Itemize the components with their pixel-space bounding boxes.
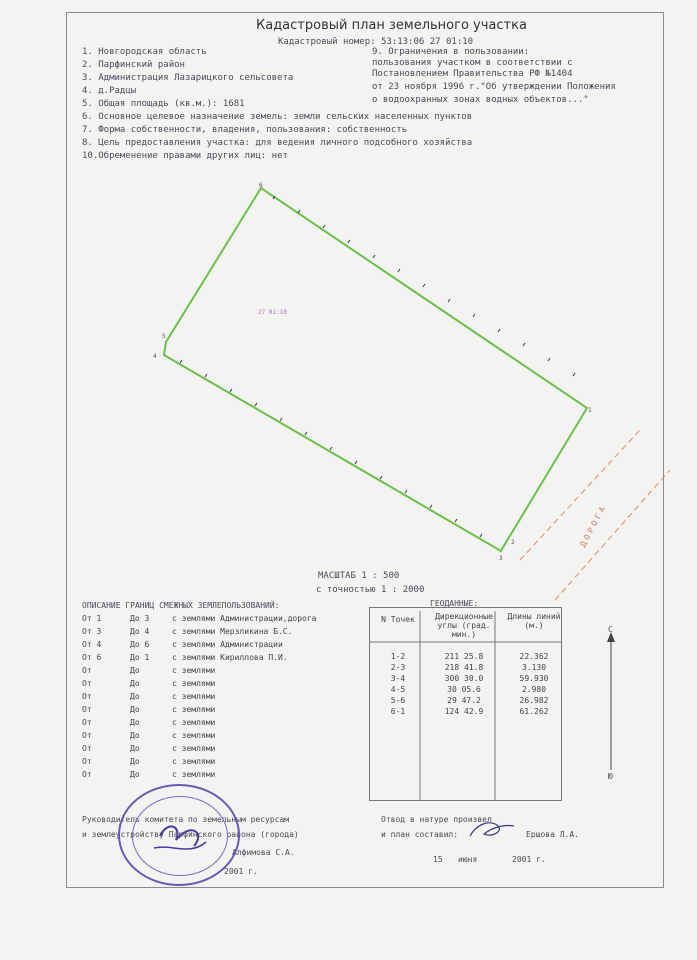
item-district: 2. Парфинский район: [82, 60, 185, 70]
table-row: 2-3 218 41.8 3.130: [390, 663, 547, 672]
restriction-line: Постановлением Правительства РФ №1404: [372, 69, 573, 79]
table-row: От До с землями: [82, 744, 216, 753]
table-row: От До с землями: [82, 692, 216, 701]
geodata-title: ГЕОДАННЫЕ:: [430, 599, 479, 608]
item-area: 5. Общая площадь (кв.м.): 1681: [82, 99, 245, 109]
point-label: 2: [511, 539, 515, 546]
item-region: 1. Новгородская область: [82, 47, 207, 57]
boundaries-title: ОПИСАНИЕ ГРАНИЦ СМЕЖНЫХ ЗЕМЛЕПОЛЬЗОВАНИЙ:: [82, 601, 280, 610]
point-label: 1: [588, 407, 592, 414]
point-label: 5: [162, 333, 166, 340]
item-administration: 3. Администрация Лазарицкого сельсовета: [82, 73, 294, 83]
table-row: От До с землями: [82, 679, 216, 688]
item-purpose: 6. Основное целевое назначение земель: земли сельских населенных пунктов: [82, 112, 473, 122]
scale-accuracy: с точностью 1 : 2000: [316, 585, 425, 595]
sign-month: июня: [458, 855, 478, 864]
table-header-row: N Точек Дирекционные углы (град. мин.) Длины линий (м.): [381, 612, 561, 639]
item-ownership: 7. Форма собственности, владения, пользования: собственность: [82, 125, 408, 135]
item-village: 4. д.Радцы: [82, 86, 137, 96]
signer-left-org: и землеустройству Парфинского района (города): [82, 830, 299, 839]
table-row: 3-4 300 30.0 59.930: [390, 674, 549, 683]
table-row: От 3 До 4 с землями Мерзликина Б.С.: [82, 627, 293, 636]
restriction-line: 9. Ограничения в пользовании:: [372, 47, 530, 57]
sign-year: 2001 г.: [512, 855, 546, 864]
table-row: От До с землями: [82, 705, 216, 714]
signer-left-title: Руководитель комитета по земельным ресурсам: [82, 815, 290, 824]
table-row: 6-1 124 42.9 61.262: [390, 707, 549, 716]
restriction-line: от 23 ноября 1996 г."Об утверждении Положения: [372, 82, 616, 92]
restriction-line: о водоохранных зонах водных объектов...": [372, 95, 589, 105]
stamp-emblem: [120, 786, 238, 884]
compass-south: Ю: [608, 772, 613, 781]
signer-right-title: Отвод в натуре произвел: [381, 815, 492, 824]
table-row: 4-5 30 05.6 2.980: [390, 685, 547, 694]
cadastral-value: 53:13:06 27 01:10: [380, 37, 474, 47]
compass-north: С: [608, 625, 613, 634]
point-label: 3: [499, 555, 503, 562]
item-goal: 8. Цель предоставления участка: для ведения личного подсобного хозяйства: [82, 138, 473, 148]
item-encumbrance: 10.Обременение правами других лиц: нет: [82, 151, 288, 161]
table-row: От До с землями: [82, 666, 216, 675]
table-row: От 1 До 3 с землями Администрации,дорога: [82, 614, 317, 623]
signer-right-role: и план составил:: [381, 830, 459, 839]
official-stamp: [118, 784, 240, 886]
signer-left-name: Алфимова С.А.: [232, 848, 295, 857]
table-row: От До с землями: [82, 718, 216, 727]
cadastral-label: Кадастровый номер:: [278, 37, 376, 47]
table-row: От 4 До 6 с землями Администрации: [82, 640, 283, 649]
table-row: 5-6 29 47.2 26.982: [390, 696, 549, 705]
table-row: От До с землями: [82, 731, 216, 740]
road-label: ДОРОГА: [578, 502, 609, 549]
signer-right-name: Ершова Л.А.: [526, 830, 579, 839]
point-label: 4: [153, 353, 157, 360]
sign-day: 15: [433, 855, 443, 864]
table-row: 1-2 211 25.8 22.362: [390, 652, 549, 661]
point-label: 6: [259, 182, 263, 189]
restriction-line: пользования участком в соответствии с: [372, 58, 573, 68]
scale-value: МАСШТАБ 1 : 500: [318, 571, 400, 581]
signer-left-date: 2001 г.: [224, 867, 258, 876]
table-row: От До с землями: [82, 770, 216, 779]
table-row: От До с землями: [82, 757, 216, 766]
parcel-label: 27 01:10: [258, 309, 287, 316]
page-title: Кадастровый план земельного участка: [256, 18, 527, 33]
table-row: От 6 До 1 с землями Кириллова П.И.: [82, 653, 288, 662]
